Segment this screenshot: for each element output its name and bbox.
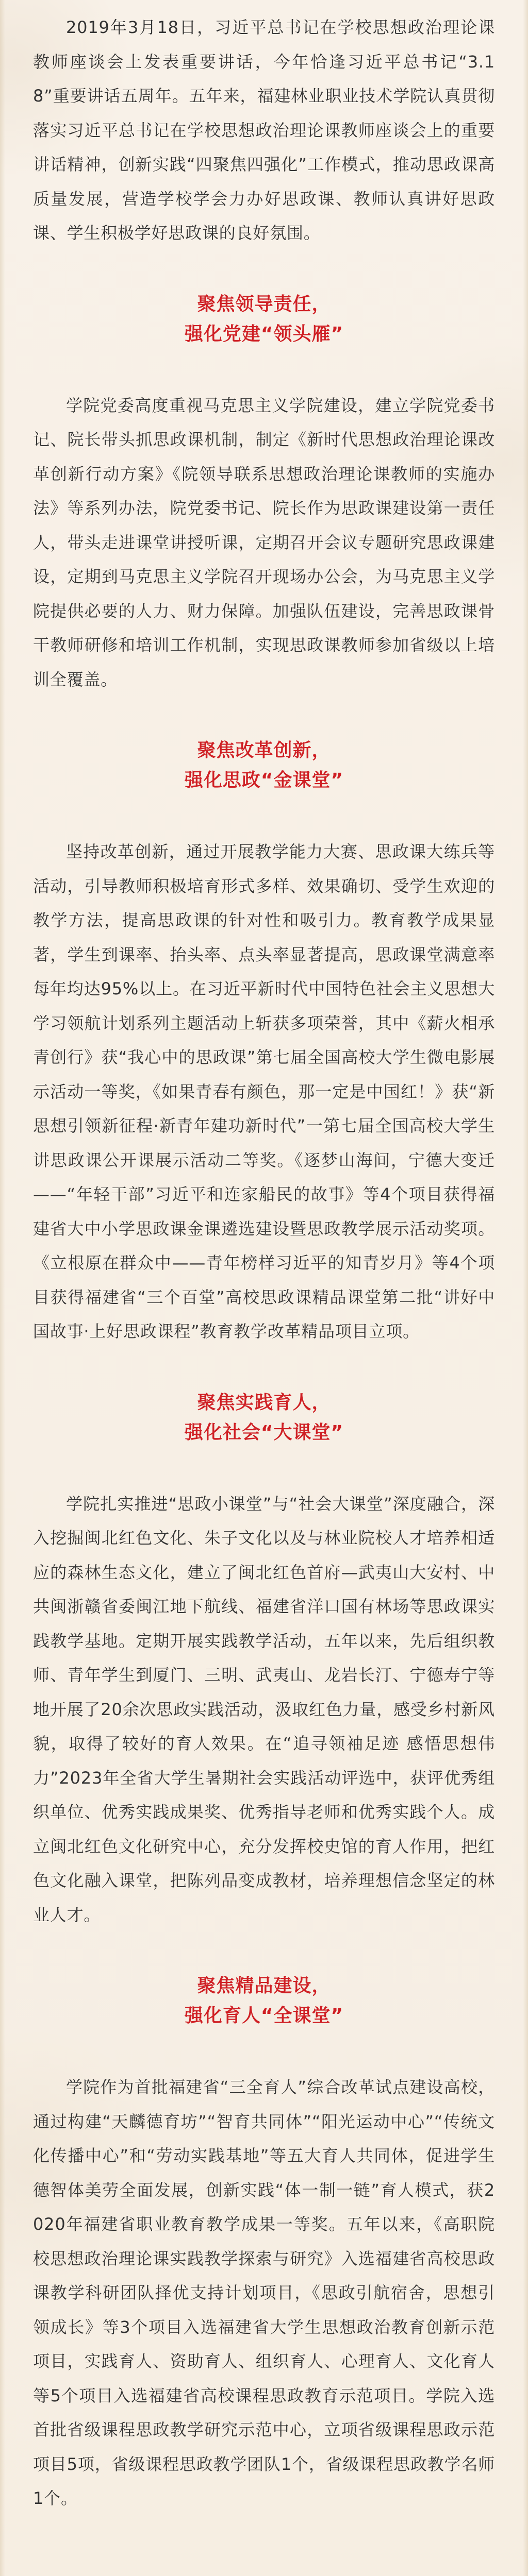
section-title-reform <box>33 736 495 795</box>
section-title-line-2: 强化社会“大课堂” <box>184 1421 344 1443</box>
section-title-line-1: 聚焦领导责任， <box>197 293 331 315</box>
paper-border-left <box>0 0 5 2576</box>
section-paragraph-quality: 学院作为首批福建省“三全育人”综合改革试点建设高校，通过构建“天麟德育坊”“智育共同体”“阳光运动中心”“传统文化传播中心”和“劳动实践基地”等五大育人共同体，促进学生德智体美劳全面发展，创新实践“体一制一链”育人模式，获2020年福建省职业教育教学成果一等奖。五年以来，《高职院校思想政治理论课实践教学探索与研究》入选福建省高校思政课教学科研团队择优支持计划项目，《思政引航宿舍，思想引领成长》等3个项目入选福建省大学生思想政治教育创新示范项目，实践育人、资助育人、组织育人、心理育人、文化育人等5个项目入选福建省高校课程思政教育示范项目。学院入选首批省级课程思政教学研究示范中心，立项省级课程思政示范项目5项，省级课程思政教学团队1个，省级课程思政教学名师1个。 <box>33 2077 495 2508</box>
section-title-line-2: 强化思政“金课堂” <box>184 770 344 791</box>
section-title-line-2: 强化党建“领头雁” <box>184 323 344 345</box>
section-title-line-2: 强化育人“全课堂” <box>184 2005 344 2026</box>
section-title-line-1: 聚焦精品建设， <box>197 1975 331 1996</box>
section-title-quality <box>33 1971 495 2031</box>
section-paragraph-leadership: 学院党委高度重视马克思主义学院建设，建立学院党委书记、院长带头抓思政课机制，制定《新时代思想政治理论课改革创新行动方案》《院领导联系思想政治理论课教师的实施办法》等系列办法，院党委书记、院长作为思政课建设第一责任人，带头走进课堂讲授听课，定期召开会议专题研究思政课建设，定期到马克思主义学院召开现场办公会，为马克思主义学院提供必要的人力、财力保障。加强队伍建设，完善思政课骨干教师研修和培训工作机制，实现思政课教师参加省级以上培训全覆盖。 <box>33 395 495 689</box>
section-title-leadership <box>33 290 495 349</box>
article-content <box>33 10 495 2516</box>
paper-border-right <box>523 0 528 2576</box>
section-paragraph-practice: 学院扎实推进“思政小课堂”与“社会大课堂”深度融合，深入挖掘闽北红色文化、朱子文化以及与林业院校人才培养相适应的森林生态文化，建立了闽北红色首府—武夷山大安村、中共闽浙赣省委闽江地下航线、福建省洋口国有林场等思政课实践教学基地。定期开展实践教学活动，五年以来，先后组织教师、青年学生到厦门、三明、武夷山、龙岩长汀、宁德寿宁等地开展了20余次思政实践活动，汲取红色力量，感受乡村新风貌，取得了较好的育人效果。在“追寻领袖足迹 感悟思想伟力”2023年全省大学生暑期社会实践活动评选中，获评优秀组织单位、优秀实践成果奖、优秀指导老师和优秀实践个人。成立闽北红色文化研究中心，充分发挥校史馆的育人作用，把红色文化融入课堂，把陈列品变成教材，培养理想信念坚定的林业人才。 <box>33 1494 495 1925</box>
section-title-line-1: 聚焦实践育人， <box>197 1392 331 1413</box>
intro-paragraph: 2019年3月18日，习近平总书记在学校思想政治理论课教师座谈会上发表重要讲话，今年恰逢习近平总书记“3.18”重要讲话五周年。五年来，福建林业职业技术学院认真贯彻落实习近平总书记在学校思想政治理论课教师座谈会上的重要讲话精神，创新实践“四聚焦四强化”工作模式，推动思政课高质量发展，营造学校学会力办好思政课、教师认真讲好思政课、学生积极学好思政课的良好氛围。 <box>33 18 495 243</box>
section-title-practice <box>33 1388 495 1448</box>
section-title-line-1: 聚焦改革创新， <box>197 740 331 761</box>
section-paragraph-reform: 坚持改革创新，通过开展教学能力大赛、思政课大练兵等活动，引导教师积极培育形式多样、效果确切、受学生欢迎的教学方法，提高思政课的针对性和吸引力。教育教学成果显著，学生到课率、抬头率、点头率显著提高，思政课堂满意率每年均达95%以上。在习近平新时代中国特色社会主义思想大学习领航计划系列主题活动上斩获多项荣誉，其中《薪火相承青创行》获“我心中的思政课”第七届全国高校大学生微电影展示活动一等奖，《如果青春有颜色，那一定是中国红！》获“新思想引领新征程·新青年建功新时代”一第七届全国高校大学生讲思政课公开课展示活动二等奖。《逐梦山海间，宁德大变迁——“年轻干部”习近平和连家船民的故事》等4个项目获得福建省大中小学思政课金课遴选建设暨思政教学展示活动奖项。《立根原在群众中——青年榜样习近平的知青岁月》等4个项目获得福建省“三个百堂”高校思政课精品课堂第二批“讲好中国故事·上好思政课程”教育教学改革精品项目立项。 <box>33 842 495 1341</box>
